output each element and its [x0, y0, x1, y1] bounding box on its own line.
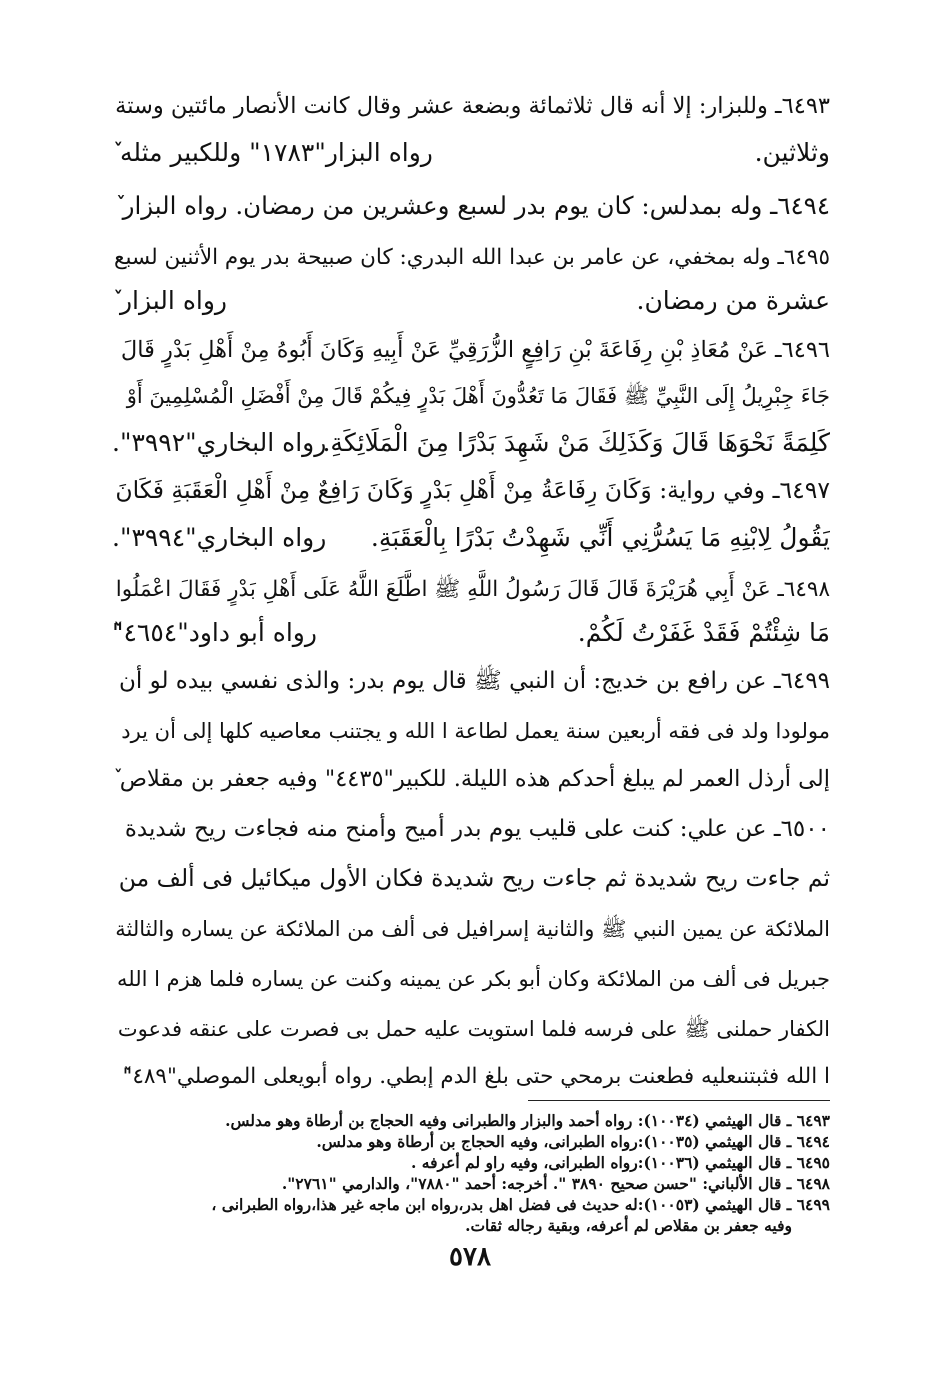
text-line — [112, 513, 830, 563]
source-reference: رواه أبو داود"٤٦٥٤"ٚ — [112, 618, 317, 647]
footnote-line: ٦٤٩٥ ـ قال الهيثمي (١٠٠٣٦):رواه الطبرانى، وفيه راو لم أعرفه . — [411, 1153, 830, 1172]
line-text: جبريل فى ألف من الملائكة وكان أبو بكر عن يمينه وكنت عن يساره فلما هزم ا الله — [117, 967, 830, 991]
text-line — [112, 705, 830, 755]
line-text: ٦٤٩٥ـ وله بمخفي، عن عامر بن عبدا الله البدري: كان صبيحة بدر يوم الأثنين لسبع — [114, 245, 830, 270]
text-line — [112, 953, 830, 1003]
text-line — [112, 418, 830, 468]
text-line — [112, 128, 830, 178]
line-text: الكفار حملنى ﷺ على فرسه فلما استويت عليه حمل بى فصرت على عنقه فدعوت — [117, 1017, 830, 1041]
line-text: كَلِمَةً نَحْوَهَا قَالَ وَكَذَلِكَ مَنْ شَهِدَ بَدْرًا مِنَ الْمَلَائِكَةِ. — [322, 428, 830, 457]
text-line — [112, 370, 830, 420]
text-line — [112, 276, 830, 326]
text-line — [112, 324, 830, 374]
footnote-line: ٦٤٩٨ ـ قال الألباني: "حسن صحيح ٣٨٩٠ ". أخرجه: أحمد "٧٨٨٠"، والدارمي "٢٧٦١". — [281, 1174, 830, 1193]
line-text: ٦٤٩٨ـ عَنْ أَبِي هُرَيْرَةَ قَالَ قَالَ رَسُولُ اللَّهِ ﷺ اطَّلَعَ اللَّهُ عَلَى أَهْلِ بَدْرٍ فَقَالَ اعْمَلُوا — [115, 577, 830, 602]
footnote-line: وفيه جعفر بن مقلاص لم أعرفه، وبقية رجاله ثقات. — [465, 1216, 792, 1235]
text-line — [112, 655, 830, 705]
text-line — [112, 753, 830, 803]
text-line — [112, 80, 830, 130]
source-reference: رواه البخاري"٣٩٩٤". — [112, 523, 327, 552]
line-text: ا الله فثبتنىعليه فطعنت برمحي حتى بلغ الدم إبطي. رواه أبويعلى الموصلي"٤٨٩"ٚ — [122, 1064, 830, 1089]
text-line — [112, 1003, 830, 1053]
text-line — [112, 465, 830, 515]
text-line — [112, 853, 830, 903]
text-line — [112, 563, 830, 613]
line-text: ٦٤٩٩ـ عن رافع بن خديج: أن النبي ﷺ قال يوم بدر: والذى نفسي بيده لو أن — [118, 668, 830, 694]
source-reference: رواه البزار"١٧٨٣" وللكبير مثله ٚ — [112, 138, 433, 167]
line-text: إلى أرذل العمر لم يبلغ أحدكم هذه الليلة. للكبير"٤٤٣٥" وفيه جعفر بن مقلاص ٚ — [112, 766, 830, 792]
line-text: وثلاثين. — [754, 138, 830, 167]
line-text: ٦٤٩٧ـ وفي رواية: وَكَانَ رِفَاعَةُ مِنْ أَهْلِ بَدْرٍ وَكَانَ رَافِعٌ مِنْ أَهْلِ الْعَقَبَةِ فَكَانَ — [115, 476, 830, 504]
line-text: يَقُولُ لِابْنِهِ مَا يَسُرُّنِي أَنِّي شَهِدْتُ بَدْرًا بِالْعَقَبَةِ. — [370, 523, 830, 552]
line-text: ٦٤٩٤ـ وله بمدلس: كان يوم بدر لسبع وعشرين من رمضان. رواه البزار ٚ — [114, 191, 830, 220]
footnote-line: ٦٤٩٣ ـ قال الهيثمي (١٠٠٣٤): رواه أحمد والبزار والطبرانى وفيه الحجاج بن أرطاة وهو مدلس. — [225, 1111, 830, 1130]
line-text: ٦٤٩٣ـ وللبزار: إلا أنه قال ثلاثمائة وبضعة عشر وقال كانت الأنصار مائتين وستة — [115, 93, 830, 119]
line-text: مولودا ولد فى فقه أربعين سنة يعمل لطاعة ا الله و يجتنب معاصيه كلها إلى أن يرد — [121, 719, 830, 743]
source-reference: رواه البزار ٚ — [112, 286, 228, 315]
line-text: الملائكة عن يمين النبي ﷺ والثانية إسرافيل فى ألف من الملائكة عن يساره والثالثة — [115, 917, 830, 941]
line-text: ٦٤٩٦ـ عَنْ مُعَاذِ بْنِ رِفَاعَةَ بْنِ رَافِعٍ الزُّرَقِيِّ عَنْ أَبِيهِ وَكَانَ أَبُوهُ مِنْ أَهْلِ بَدْرٍ قَالَ — [120, 337, 830, 363]
text-line — [112, 903, 830, 953]
footnotes — [120, 1110, 830, 1236]
footnote-line: ٦٤٩٩ ـ قال الهيثمي (١٠٠٥٣):له حديث فى فضل اهل بدر،رواه ابن ماجه غير هذا،رواه الطبرانى ، — [211, 1195, 830, 1214]
text-line — [112, 181, 830, 231]
text-line — [112, 608, 830, 658]
source-reference: رواه البخاري"٣٩٩٢". — [112, 428, 327, 457]
text-line — [112, 803, 830, 853]
page-number: ٥٧٨ — [449, 1242, 491, 1272]
line-text: عشرة من رمضان. — [636, 286, 830, 315]
line-text: ٦٥٠٠ـ عن علي: كنت على قليب يوم بدر أميح وأمنح منه فجاءت ريح شديدة — [124, 816, 830, 842]
footnote-line: ٦٤٩٤ ـ قال الهيثمي (١٠٠٣٥):رواه الطبرانى، وفيه الحجاج بن أرطاة وهو مدلس. — [316, 1132, 830, 1151]
line-text: مَا شِئْتُمْ فَقَدْ غَفَرْتُ لَكُمْ. — [577, 618, 830, 647]
text-line — [112, 1050, 830, 1100]
line-text: ثم جاءت ريح شديدة ثم جاءت ريح شديدة فكان الأول ميكائيل فى ألف من — [118, 864, 830, 892]
line-text: جَاءَ جِبْرِيلُ إِلَى النَّبِيِّ ﷺ فَقَالَ مَا تَعُدُّونَ أَهْلَ بَدْرٍ فِيكُمْ قَالَ مِنْ أَفْضَلِ الْمُسْلِمِينَ أَوْ — [126, 384, 830, 408]
text-line — [112, 231, 830, 281]
footnote-separator — [528, 1100, 830, 1101]
